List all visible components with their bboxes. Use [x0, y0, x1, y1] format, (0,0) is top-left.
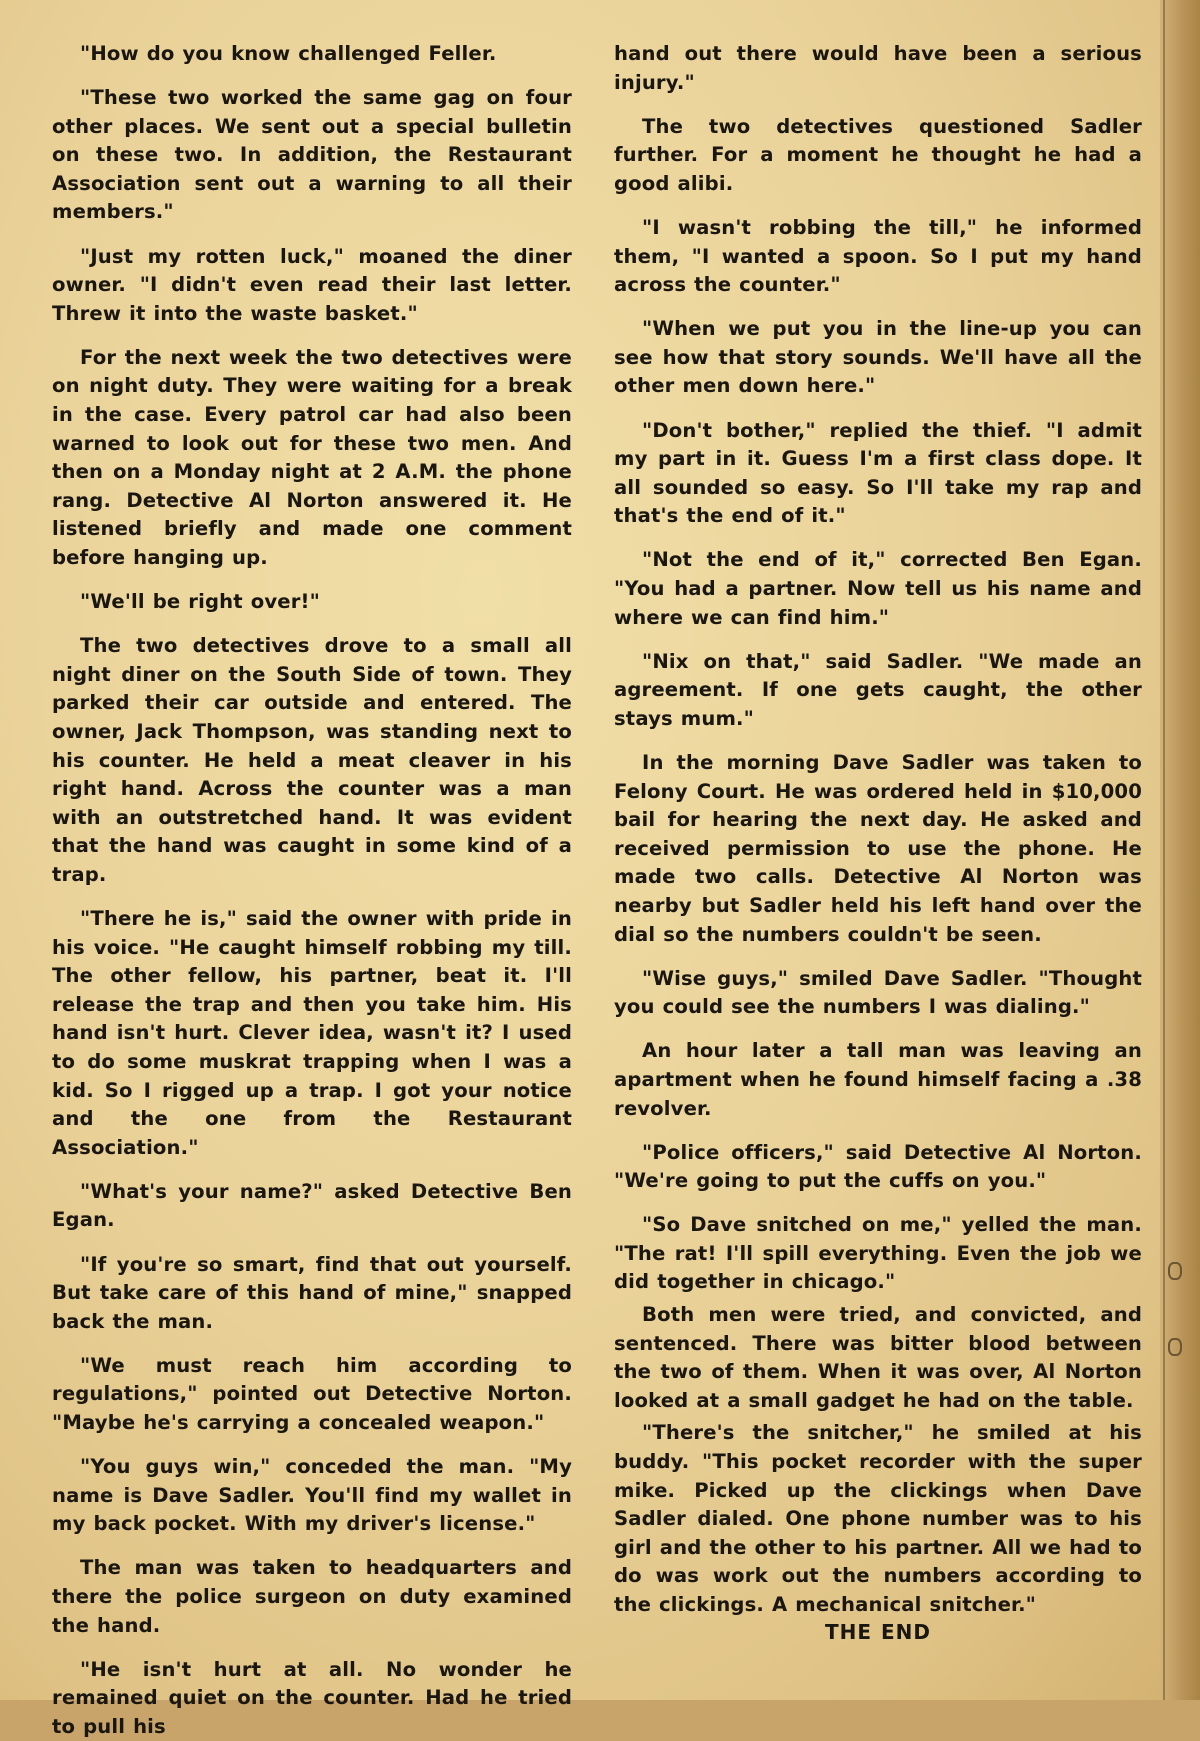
- paragraph: The two detectives drove to a small all night diner on the South Side of town. They parked their car outside and entered. The owner, Jack Thompson, was standing next to his counter. He held a meat cleaver in his right hand. Across the counter was a man with an outstretched hand. It was evident that the hand was caught in some kind of a trap.: [52, 634, 572, 886]
- right-text-column: [614, 40, 1142, 1660]
- page-edge-line: [1163, 0, 1165, 1700]
- paragraph: Both men were tried, and convicted, and sentenced. There was bitter blood between the two of them. When it was over, Al Norton looked at a small gadget he had on the table.: [614, 1303, 1142, 1412]
- binding-staple-icon: [1168, 1262, 1182, 1280]
- left-text-column: [52, 40, 572, 1738]
- paragraph: "How do you know challenged Feller.: [80, 42, 497, 65]
- paragraph: "I wasn't robbing the till," he informed them, "I wanted a spoon. So I put my hand across the counter.": [614, 215, 1142, 297]
- paragraph: "Not the end of it," corrected Ben Egan. "You had a partner. Now tell us his name and where we can find him.": [614, 548, 1142, 629]
- paragraph: "Nix on that," said Sadler. "We made an agreement. If one gets caught, the other stays mum.": [614, 649, 1142, 730]
- page-gutter: [1160, 0, 1200, 1700]
- paragraph: "These two worked the same gag on four other places. We sent out a special bulletin on these two. In addition, the Restaurant Association sent out a warning to all their members.": [52, 86, 572, 224]
- paragraph: For the next week the two detectives were on night duty. They were waiting for a break in the case. Every patrol car had also been warned to look out for these two men. And then on a Monday night at 2 A.M. the phone rang. Detective Al Norton answered it. He listened briefly and made one comment before hanging up.: [52, 345, 572, 569]
- paragraph: In the morning Dave Sadler was taken to Felony Court. He was ordered held in $10,000 bail for hearing the next day. He asked and received permission to use the phone. He made two calls. Detective Al Norton was nearby but Sadler held his left hand over the dial so the numbers couldn't be seen.: [614, 750, 1142, 946]
- paragraph: The man was taken to headquarters and there the police surgeon on duty examined the hand.: [52, 1556, 572, 1637]
- paragraph: "What's your name?" asked Detective Ben Egan.: [52, 1179, 572, 1232]
- paragraph: The two detectives questioned Sadler further. For a moment he thought he had a good alibi.: [614, 114, 1142, 195]
- paragraph: "Police officers," said Detective Al Norton. "We're going to put the cuffs on you.": [614, 1140, 1142, 1193]
- paragraph: "Just my rotten luck," moaned the diner owner. "I didn't even read their last letter. Threw it into the waste basket.": [52, 244, 572, 325]
- paragraph: "If you're so smart, find that out yourself. But take care of this hand of mine," snapped back the man.: [52, 1252, 572, 1333]
- paragraph: "There's the snitcher," he smiled at his buddy. "This pocket recorder with the super mike. Picked up the clickings when Dave Sadler dialed. One phone number was to his girl and the other to his partner. All we had to do was work out the numbers according to the clickings. A mechanical snitcher.": [614, 1421, 1142, 1616]
- paragraph: hand out there would have been a serious injury.": [614, 42, 1142, 94]
- paragraph: "There he is," said the owner with pride in his voice. "He caught himself robbing my till. The other fellow, his partner, beat it. I'll release the trap and then you take him. His hand isn't hurt. Clever idea, wasn't it? I used to do some muskrat trapping when I was a kid. So I rigged up a trap. I got your notice and the one from the Restaurant Association.": [52, 907, 572, 1159]
- paragraph: "You guys win," conceded the man. "My name is Dave Sadler. You'll find my wallet in my back pocket. With my driver's license.": [52, 1455, 572, 1536]
- paragraph: "We'll be right over!": [80, 590, 320, 614]
- paragraph: "We must reach him according to regulations," pointed out Detective Norton. "Maybe he's carrying a concealed weapon.": [52, 1353, 572, 1435]
- paragraph: "So Dave snitched on me," yelled the man. "The rat! I'll spill everything. Even the job we did together in chicago.": [614, 1213, 1142, 1294]
- paragraph: "He isn't hurt at all. No wonder he remained quiet on the counter. Had he tried to pull his: [52, 1657, 572, 1738]
- paragraph: "Wise guys," smiled Dave Sadler. "Thought you could see the numbers I was dialing.": [614, 966, 1142, 1019]
- binding-staple-icon: [1168, 1338, 1182, 1356]
- paragraph: "Don't bother," replied the thief. "I admit my part in it. Guess I'm a first class dope. It all sounded so easy. So I'll take my rap and that's the end of it.": [614, 418, 1142, 528]
- paragraph: "When we put you in the line-up you can see how that story sounds. We'll have all the other men down here.": [614, 317, 1142, 398]
- paragraph: An hour later a tall man was leaving an apartment when he found himself facing a .38 revolver.: [614, 1039, 1142, 1120]
- the-end-label: THE END: [824, 1619, 931, 1644]
